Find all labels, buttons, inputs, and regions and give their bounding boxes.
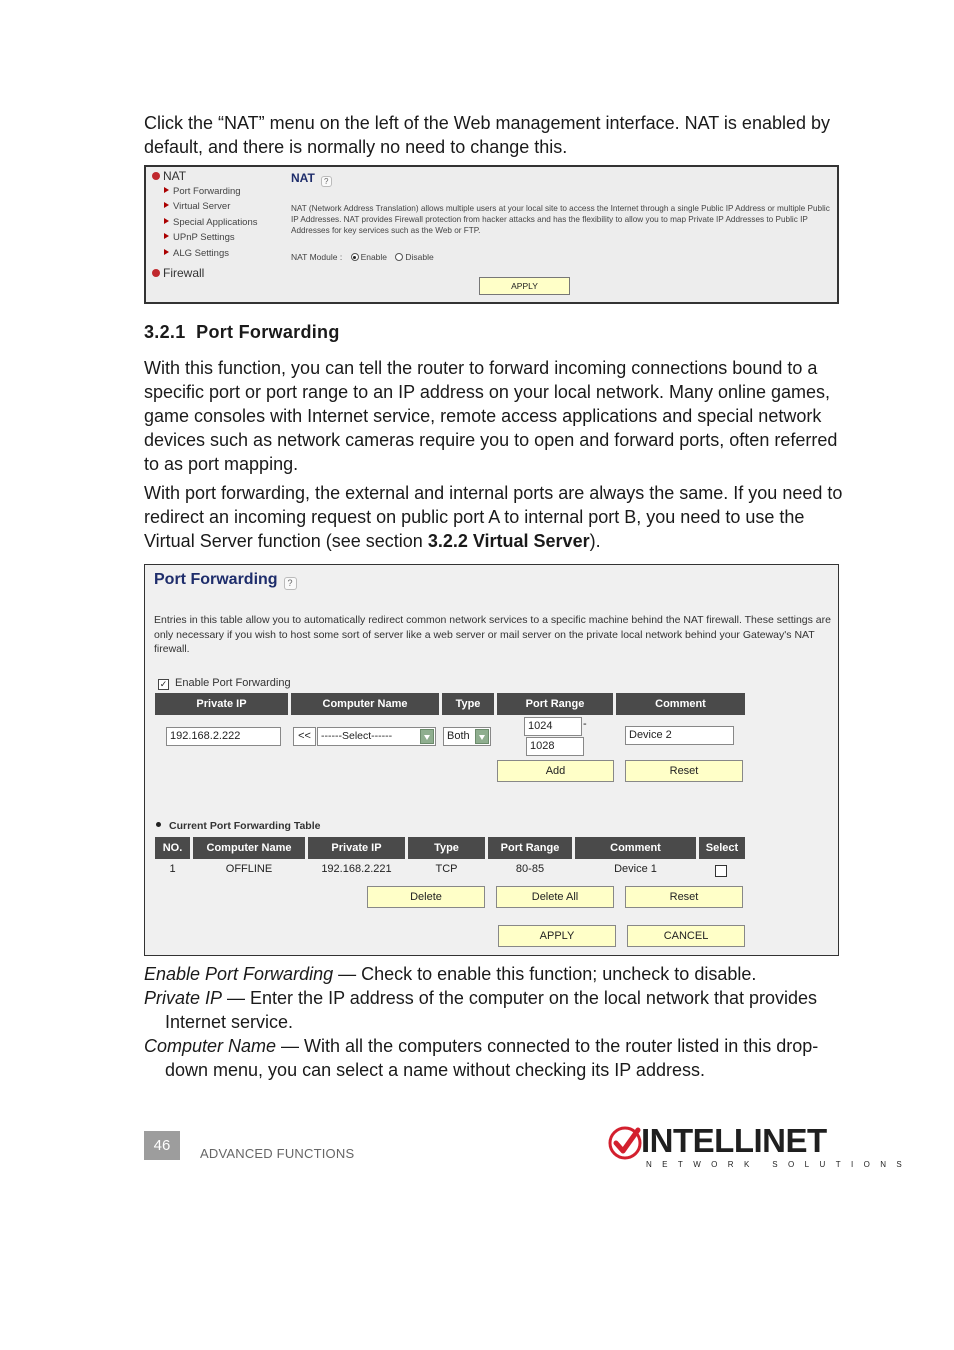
enable-port-forwarding-checkbox[interactable]: ✓ bbox=[159, 679, 168, 689]
paragraph-port-forwarding-note: With port forwarding, the external and internal ports are always the same. If you need to redirect an incoming request on public port A to internal port B, you need to use the Virtual Server function (see section 3.2.2 Virtual Server). bbox=[144, 483, 843, 551]
computer-name-select[interactable]: ------Select------ bbox=[317, 727, 436, 746]
table-header-port-range: Port Range bbox=[488, 837, 572, 859]
submenu-alg-settings[interactable]: ALG Settings bbox=[164, 248, 229, 259]
chevron-down-icon bbox=[420, 729, 434, 744]
port-range-to-input[interactable]: 1028 bbox=[526, 737, 584, 756]
nat-apply-button[interactable]: APPLY bbox=[479, 277, 570, 295]
submenu-special-applications[interactable]: Special Applications bbox=[164, 217, 258, 228]
nat-menu-icon bbox=[152, 172, 160, 180]
bullet-icon bbox=[156, 822, 161, 827]
row-select-checkbox[interactable] bbox=[715, 865, 727, 877]
submenu-virtual-server[interactable]: Virtual Server bbox=[164, 201, 230, 212]
brand-logo-subtitle: NETWORK SOLUTIONS bbox=[646, 1160, 913, 1169]
row-computer-name: OFFLINE bbox=[225, 863, 273, 875]
delete-button[interactable]: Delete bbox=[367, 886, 485, 908]
port-range-from-input[interactable]: 1024 bbox=[524, 717, 582, 736]
arrow-right-icon bbox=[164, 218, 169, 224]
section-heading: 3.2.1 Port Forwarding bbox=[144, 322, 340, 342]
page-number: 46 bbox=[144, 1131, 180, 1160]
definition-private-ip: Private IP — Enter the IP address of the computer on the local network that provides Internet service. bbox=[144, 988, 818, 1032]
private-ip-input[interactable]: 192.168.2.222 bbox=[166, 727, 281, 746]
submenu-upnp-settings[interactable]: UPnP Settings bbox=[164, 232, 235, 243]
nat-page-title: NAT ? bbox=[291, 171, 332, 187]
brand-logo-text: INTELLINET bbox=[641, 1122, 827, 1159]
port-range-dash: - bbox=[583, 718, 587, 730]
header-type: Type bbox=[442, 693, 494, 715]
header-comment: Comment bbox=[616, 693, 745, 715]
row-no: 1 bbox=[169, 863, 176, 875]
type-select[interactable]: Both bbox=[443, 727, 491, 746]
table-header-select: Select bbox=[699, 837, 745, 859]
port-forwarding-screenshot bbox=[144, 564, 839, 956]
row-port-range: 80-85 bbox=[515, 863, 545, 875]
reset-form-button[interactable]: Reset bbox=[625, 760, 743, 782]
port-forwarding-description: Entries in this table allow you to automatically redirect common network services to a specific machine behind the NAT firewall. These settings are only necessary if you wish to host some sort of server like a web server or mail server on the private local network behind your Gateway's NAT firewall. bbox=[154, 614, 831, 655]
nat-description: NAT (Network Address Translation) allows multiple users at your local site to access the Internet through a single Public IP Address or multiple Public IP Addresses. NAT provides Firewall protection from hacker attacks and has the flexibility to allow you to map Private IP Addresses to Public IP Addresses for key services such as the Web or FTP. bbox=[291, 204, 830, 235]
nat-enable-radio[interactable] bbox=[351, 253, 359, 261]
apply-button[interactable]: APPLY bbox=[498, 925, 616, 947]
chevron-down-icon bbox=[475, 729, 489, 744]
header-private-ip: Private IP bbox=[155, 693, 288, 715]
arrow-right-icon bbox=[164, 233, 169, 239]
definition-enable-port-forwarding: Enable Port Forwarding — Check to enable this function; uncheck to disable. bbox=[144, 964, 757, 984]
enable-port-forwarding-row: ✓ Enable Port Forwarding bbox=[159, 677, 291, 689]
intro-paragraph: Click the “NAT” menu on the left of the Web management interface. NAT is enabled by default, and there is normally no need to change this. bbox=[144, 113, 831, 157]
help-icon[interactable]: ? bbox=[284, 577, 297, 590]
arrow-right-icon bbox=[164, 249, 169, 255]
port-forwarding-title: Port Forwarding ? bbox=[154, 571, 297, 590]
nat-screenshot bbox=[144, 165, 839, 304]
virtual-server-reference: 3.2.2 Virtual Server bbox=[427, 531, 590, 551]
nat-disable-radio[interactable] bbox=[395, 253, 403, 261]
table-header-comment: Comment bbox=[575, 837, 696, 859]
submenu-port-forwarding[interactable]: Port Forwarding bbox=[164, 186, 241, 197]
arrow-right-icon bbox=[164, 202, 169, 208]
reset-table-button[interactable]: Reset bbox=[625, 886, 743, 908]
paragraph-port-forwarding-intro: With this function, you can tell the router to forward incoming connections bound to a specific port or port range to an IP address on your local network. Many online games, game consoles with Internet service, remote access applications and special network devices such as network cameras require you to open and forward ports, often referred to as port mapping. bbox=[144, 358, 838, 474]
checkmark-logo-icon bbox=[608, 1126, 642, 1160]
table-header-type: Type bbox=[408, 837, 485, 859]
current-table-title: Current Port Forwarding Table bbox=[156, 820, 320, 832]
footer-section-label: ADVANCED FUNCTIONS bbox=[200, 1146, 355, 1161]
menu-nat[interactable]: NAT bbox=[152, 169, 186, 183]
table-header-computer-name: Computer Name bbox=[193, 837, 305, 859]
header-port-range: Port Range bbox=[497, 693, 613, 715]
row-type: TCP bbox=[435, 863, 458, 875]
row-comment: Device 1 bbox=[614, 863, 657, 875]
header-computer-name: Computer Name bbox=[291, 693, 439, 715]
arrow-right-icon bbox=[164, 187, 169, 193]
table-header-private-ip: Private IP bbox=[308, 837, 405, 859]
table-header-no: NO. bbox=[155, 837, 190, 859]
delete-all-button[interactable]: Delete All bbox=[496, 886, 614, 908]
add-button[interactable]: Add bbox=[497, 760, 614, 782]
copy-name-button[interactable]: << bbox=[293, 727, 316, 746]
definition-computer-name: Computer Name — With all the computers connected to the router listed in this drop-down menu, you can select a name without checking its IP address. bbox=[144, 1036, 819, 1080]
cancel-button[interactable]: CANCEL bbox=[627, 925, 745, 947]
menu-firewall[interactable]: Firewall bbox=[152, 266, 204, 280]
nat-module-row: NAT Module : Enable Disable bbox=[291, 252, 434, 262]
row-private-ip: 192.168.2.221 bbox=[321, 863, 392, 875]
comment-input[interactable]: Device 2 bbox=[625, 726, 734, 745]
help-icon[interactable]: ? bbox=[321, 176, 332, 187]
firewall-menu-icon bbox=[152, 269, 160, 277]
